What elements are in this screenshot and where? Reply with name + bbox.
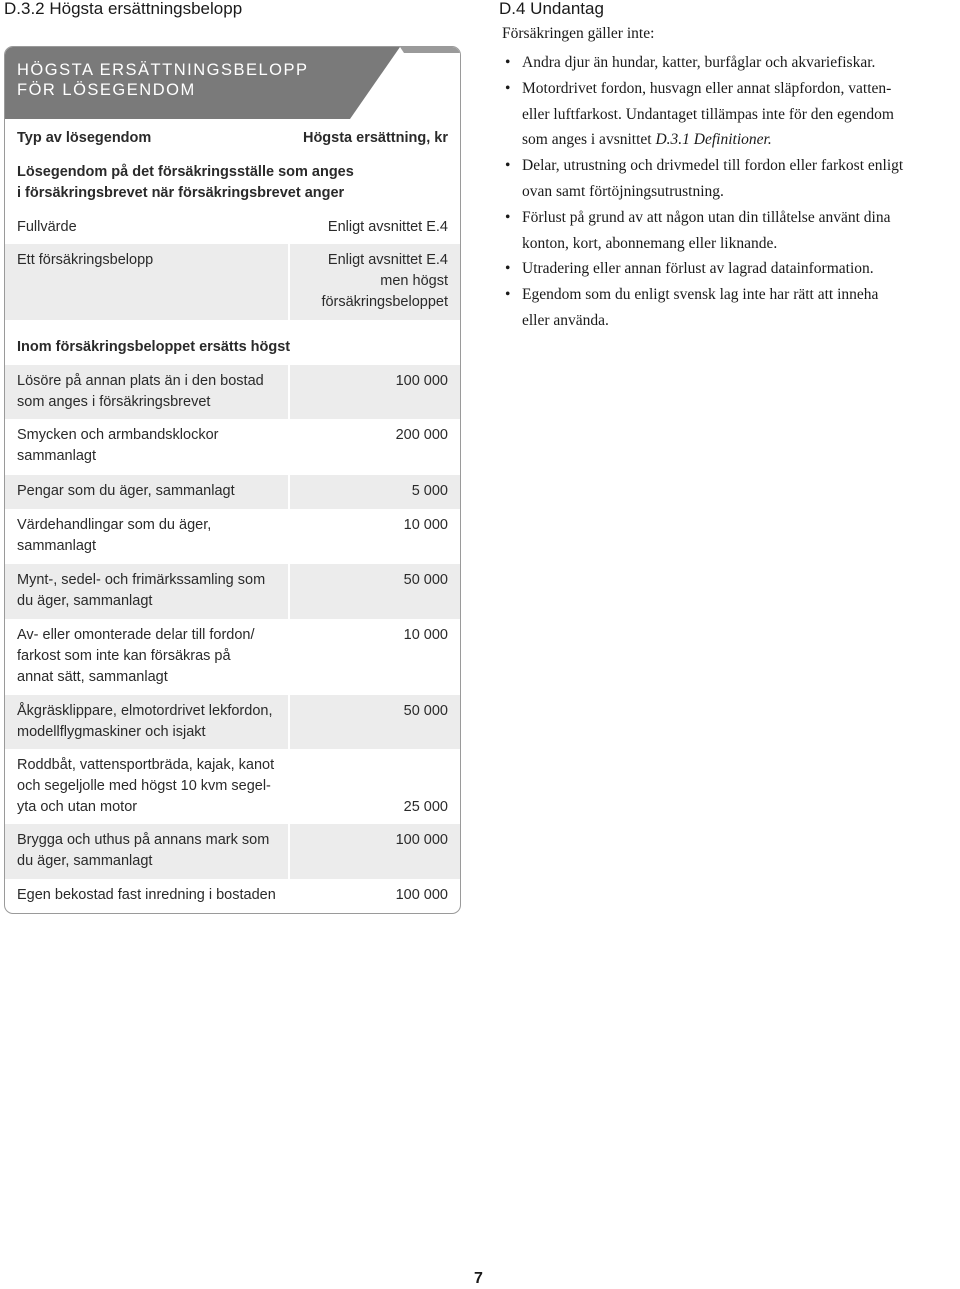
exception-item-text: Förlust på grund av att någon utan din tillåtelse använt dina: [522, 208, 891, 226]
table-row-value: 5 000: [411, 483, 448, 499]
table-row-value: 200 000: [395, 427, 448, 443]
bullet-icon: •: [505, 208, 511, 226]
exception-item-line: [522, 282, 960, 308]
table-row-label-line: Åkgräsklippare, elmotordrivet lekfordon,: [17, 703, 273, 719]
exception-item-line: [522, 153, 960, 179]
table-row-label-line: du äger, sammanlagt: [17, 853, 153, 869]
exception-item-text: Andra djur än hundar, katter, burfåglar och akvariefiskar.: [522, 54, 876, 71]
exception-item-line: [522, 179, 960, 205]
col-header-type: Typ av lösegendom: [17, 130, 152, 146]
row-divider: [288, 564, 290, 619]
exception-item-text: som anges i avsnittet: [522, 131, 656, 149]
table-row-label-line: Smycken och armbandsklockor: [17, 427, 219, 443]
exception-item-reference: D.3.1 Definitioner.: [655, 131, 772, 149]
table-title-line-1: HÖGSTA ERSÄTTNINGSBELOPP: [17, 61, 309, 79]
bullet-icon: •: [505, 286, 511, 304]
table-row-label-line: sammanlagt: [17, 538, 96, 554]
bullet-icon: •: [505, 260, 511, 278]
exception-item-line: [522, 256, 960, 282]
table-row-label-line: Mynt-, sedel- och frimärkssamling som: [17, 572, 266, 588]
exception-item-text: Motordrivet fordon, husvagn eller annat släpfordon, vatten-: [522, 79, 892, 97]
subhead-location-line-1: Lösegendom på det försäkringsställe som anges: [17, 164, 354, 180]
exception-item: [502, 256, 960, 282]
belopp-label: Ett försäkringsbelopp: [17, 252, 154, 268]
exception-item-text: eller använda.: [522, 311, 609, 329]
table-row-value: 10 000: [403, 517, 448, 533]
exception-item: [502, 50, 960, 76]
exceptions-list: [502, 50, 960, 334]
table-row-label-line: yta och utan motor: [17, 799, 138, 815]
table-row-label-line: annat sätt, sammanlagt: [17, 669, 168, 685]
belopp-value: [245, 250, 448, 313]
table-row-value: 25 000: [403, 799, 448, 815]
table-row-label: [17, 515, 287, 557]
exception-item: [502, 153, 960, 205]
table-row-label: [17, 885, 287, 906]
table-row-label-line: Lösöre på annan plats än i den bostad: [17, 373, 264, 389]
table-row-label-line: Pengar som du äger, sammanlagt: [17, 483, 235, 499]
table-row-value: 100 000: [395, 373, 448, 389]
exception-item-line: [522, 102, 960, 128]
subhead-location-line-2: i försäkringsbrevet när försäkringsbrevet anger: [17, 185, 345, 201]
page-number: 7: [474, 1270, 483, 1287]
exception-item-line: [522, 231, 960, 257]
bullet-icon: •: [505, 79, 511, 97]
exception-item: [502, 76, 960, 153]
exception-item: [502, 282, 960, 334]
table-row-label-line: du äger, sammanlagt: [17, 593, 153, 609]
table-row-label-line: Roddbåt, vattensportbräda, kajak, kanot: [17, 757, 275, 773]
row-divider: [288, 695, 290, 749]
exceptions-intro: Försäkringen gäller inte:: [502, 25, 655, 42]
exception-item-line: [522, 50, 960, 76]
belopp-value-line-3: försäkringsbeloppet: [321, 294, 448, 310]
table-header-banner: [5, 47, 460, 119]
table-row-value: 50 000: [403, 572, 448, 588]
exception-item-text: Utradering eller annan förlust av lagrad datainformation.: [522, 260, 874, 278]
table-row-value: 10 000: [403, 627, 448, 643]
table-row-label-line: Av- eller omonterade delar till fordon/: [17, 627, 255, 643]
table-row-label: [17, 371, 287, 413]
belopp-value-line-1: Enligt avsnittet E.4: [327, 252, 448, 268]
exception-item-line: [522, 76, 960, 102]
exception-item-text: konton, kort, abonnemang eller liknande.: [522, 234, 778, 252]
table-row-label: [17, 625, 287, 688]
exception-item-text: ovan samt förtöjningsutrustning.: [522, 182, 724, 200]
exception-item-line: [522, 308, 960, 334]
table-row-label: [17, 570, 287, 612]
row-divider: [288, 475, 290, 509]
exception-item-line: [522, 205, 960, 231]
bullet-icon: •: [505, 157, 511, 175]
exceptions-title: D.4 Undantag: [499, 0, 604, 18]
section-title: D.3.2 Högsta ersättningsbelopp: [4, 0, 243, 18]
table-row-label-line: Brygga och uthus på annans mark som: [17, 832, 270, 848]
table-row-label: [17, 755, 287, 818]
belopp-value-line-2: men högst: [380, 273, 448, 289]
table-row-label-line: modellflygmaskiner och isjakt: [17, 724, 206, 740]
table-title: [17, 60, 309, 100]
col-header-max: Högsta ersättning, kr: [302, 130, 448, 146]
row-divider: [288, 365, 290, 419]
table-row-label: [17, 425, 287, 467]
table-row-label: [17, 481, 287, 502]
exception-item: [502, 205, 960, 257]
exception-item-text: Delar, utrustning och drivmedel till fordon eller farkost enligt: [522, 157, 904, 175]
row-divider: [288, 824, 290, 879]
fullvarde-value: Enligt avsnittet E.4: [327, 219, 448, 235]
table-title-line-2: FÖR LÖSEGENDOM: [17, 81, 196, 99]
bullet-icon: •: [505, 54, 511, 71]
table-row-label-line: Värdehandlingar som du äger,: [17, 517, 212, 533]
exception-item-text: Egendom som du enligt svensk lag inte har rätt att inneha: [522, 286, 879, 304]
exception-item-text: eller luftfarkost. Undantaget tillämpas inte för den egendom: [522, 105, 894, 123]
fullvarde-label: Fullvärde: [17, 219, 77, 235]
table-row-label-line: och segeljolle med högst 10 kvm segel-: [17, 778, 271, 794]
max-compensation-table: [4, 46, 461, 914]
subhead-within-amount: Inom försäkringsbeloppet ersätts högst: [17, 339, 291, 355]
table-row-label: [17, 830, 287, 872]
table-row-value: 100 000: [395, 887, 448, 903]
table-row-label-line: Egen bekostad fast inredning i bostaden: [17, 887, 276, 903]
table-row-value: 50 000: [403, 703, 448, 719]
table-row-label-line: farkost som inte kan försäkras på: [17, 648, 231, 664]
table-row-label-line: som anges i försäkringsbrevet: [17, 394, 211, 410]
table-row-label-line: sammanlagt: [17, 448, 96, 464]
table-row-label: [17, 701, 287, 743]
subhead-location: [17, 162, 354, 204]
table-row-value: 100 000: [395, 832, 448, 848]
exception-item-line: [522, 127, 960, 153]
